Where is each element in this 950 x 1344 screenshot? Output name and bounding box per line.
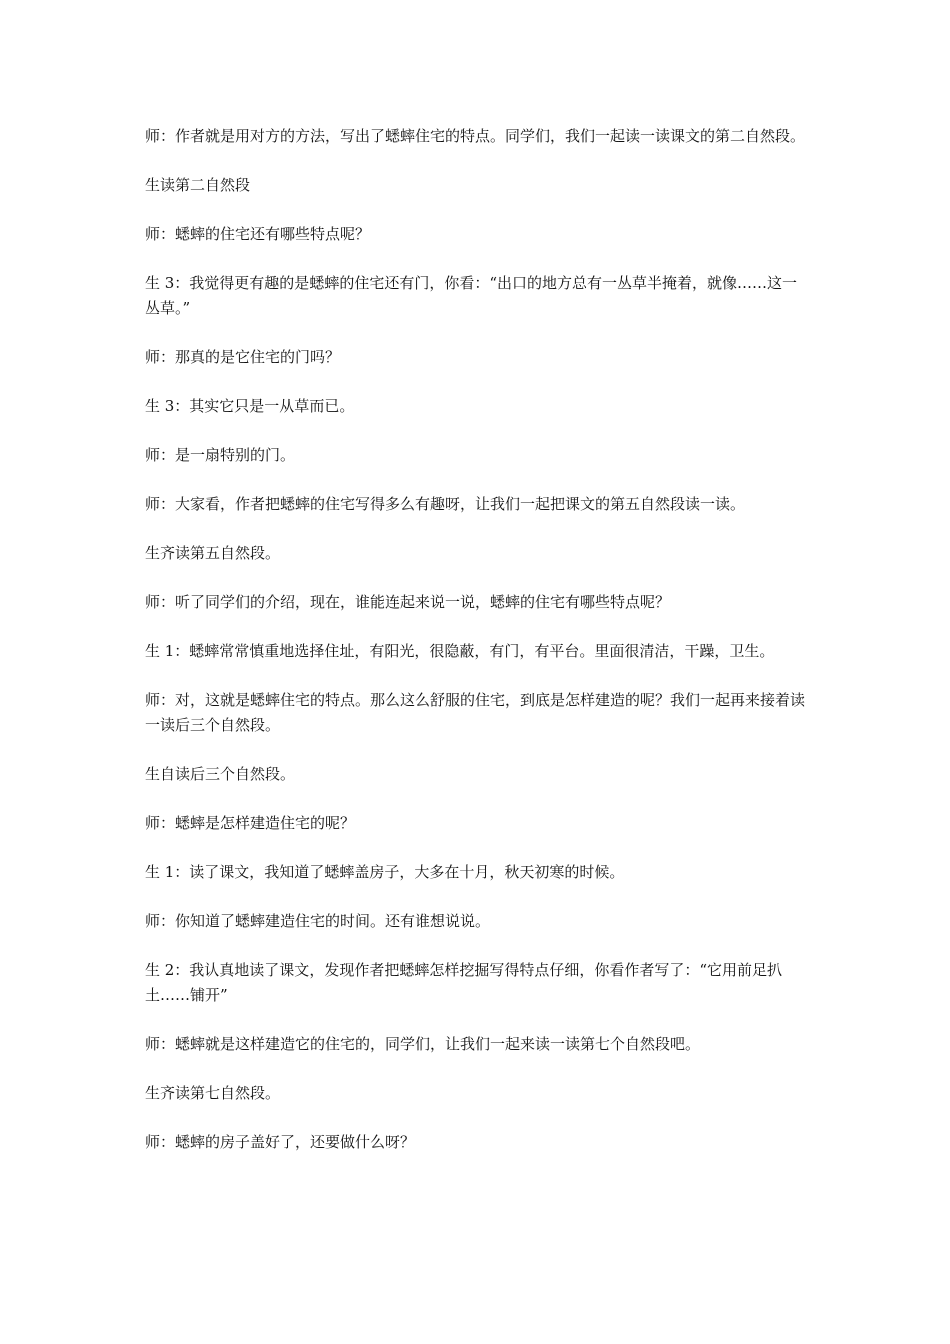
paragraph: 师：听了同学们的介绍，现在，谁能连起来说一说，蟋蟀的住宅有哪些特点呢？ — [145, 593, 671, 611]
paragraph: 生齐读第七自然段。 — [145, 1084, 281, 1102]
paragraph: 师：你知道了蟋蟀建造住宅的时间。还有谁想说说。 — [145, 912, 491, 930]
paragraph: 生齐读第五自然段。 — [145, 544, 281, 562]
paragraph: 师：蟋蟀是怎样建造住宅的呢？ — [145, 814, 356, 832]
paragraph: 师：蟋蟀的房子盖好了，还要做什么呀？ — [145, 1133, 416, 1151]
paragraph: 师：那真的是它住宅的门吗？ — [145, 348, 341, 366]
lesson-transcript — [145, 124, 810, 1179]
paragraph: 师：蟋蟀就是这样建造它的住宅的，同学们，让我们一起来读一读第七个自然段吧。 — [145, 1035, 701, 1053]
paragraph: 生读第二自然段 — [145, 176, 251, 194]
paragraph: 生 3：其实它只是一从草而已。 — [145, 397, 355, 415]
paragraph: 师：蟋蟀的住宅还有哪些特点呢？ — [145, 225, 371, 243]
paragraph: 生 3：我觉得更有趣的是蟋蟀的住宅还有门，你看：“出口的地方总有一丛草半掩着，就像……这一丛草。” — [145, 274, 797, 317]
paragraph: 生自读后三个自然段。 — [145, 765, 296, 783]
paragraph: 生 1：读了课文，我知道了蟋蟀盖房子，大多在十月，秋天初寒的时候。 — [145, 863, 625, 881]
paragraph: 师：对，这就是蟋蟀住宅的特点。那么这么舒服的住宅，到底是怎样建造的呢？我们一起再来接着读一读后三个自然段。 — [145, 691, 806, 734]
paragraph: 师：是一扇特别的门。 — [145, 446, 296, 464]
paragraph: 师：大家看，作者把蟋蟀的住宅写得多么有趣呀，让我们一起把课文的第五自然段读一读。 — [145, 495, 746, 513]
paragraph: 师：作者就是用对方的方法，写出了蟋蟀住宅的特点。同学们，我们一起读一读课文的第二自然段。 — [145, 127, 806, 145]
paragraph: 生 2：我认真地读了课文，发现作者把蟋蟀怎样挖掘写得特点仔细，你看作者写了：“它用前足扒土……铺开” — [145, 961, 782, 1004]
paragraph: 生 1：蟋蟀常常慎重地选择住址，有阳光，很隐蔽，有门，有平台。里面很清洁，干躁，卫生。 — [145, 642, 775, 660]
